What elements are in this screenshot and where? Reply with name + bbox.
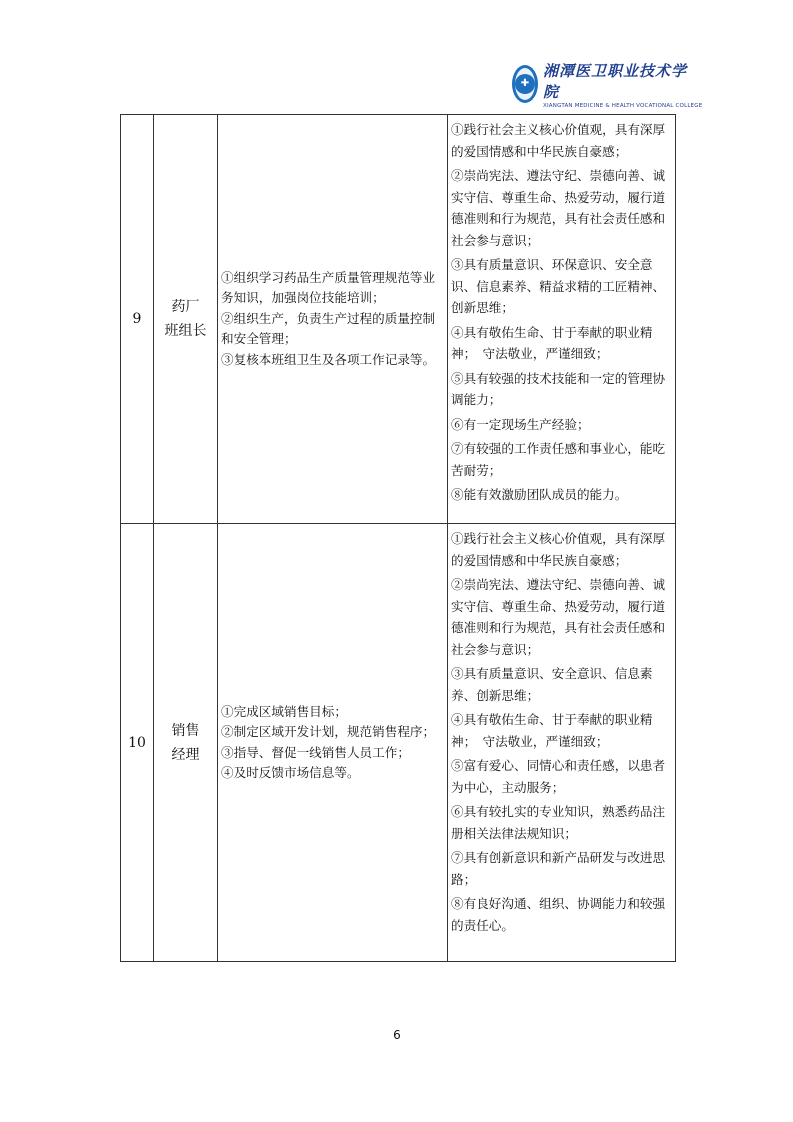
- job-title: [154, 115, 218, 524]
- quality-item: ④具有敬佑生命、甘于奉献的职业精神； 守法敬业，严谨细致；: [451, 712, 653, 749]
- quality-item: ⑧能有效激励团队成员的能力。: [451, 487, 628, 502]
- job-duties: [218, 115, 448, 524]
- quality-item: ⑥具有较扎实的专业知识，熟悉药品注册相关法律法规知识；: [451, 804, 666, 841]
- quality-item: ③具有质量意识、环保意识、安全意识、信息素养、精益求精的工匠精神、创新思维；: [451, 257, 666, 315]
- quality-item: ③具有质量意识、安全意识、信息素养、创新思维；: [451, 666, 653, 703]
- job-title-line: 药厂: [171, 299, 200, 315]
- quality-item: ⑧有良好沟通、组织、协调能力和较强的责任心。: [451, 896, 666, 933]
- quality-item: ⑦具有创新意识和新产品研发与改进思路；: [451, 850, 666, 887]
- job-table: [120, 114, 676, 962]
- duty-item: ②制定区域开发计划，规范销售程序；: [221, 724, 436, 739]
- job-qualities: [448, 115, 676, 524]
- quality-item: ⑦有较强的工作责任感和事业心，能吃苦耐劳；: [451, 441, 666, 478]
- table-row: [121, 115, 676, 524]
- quality-item: ①践行社会主义核心价值观，具有深厚的爱国情感和中华民族自豪感；: [451, 531, 666, 568]
- duty-item: ①组织学习药品生产质量管理规范等业务知识，加强岗位技能培训；: [221, 269, 436, 306]
- job-title-line: 经理: [171, 746, 200, 763]
- logo-text: [543, 60, 702, 109]
- quality-item: ①践行社会主义核心价值观，具有深厚的爱国情感和中华民族自豪感；: [451, 122, 666, 159]
- logo-name-en: XIANGTAN MEDICINE & HEALTH VOCATIONAL COLLEGE: [543, 102, 703, 109]
- page-number: 6: [393, 1028, 401, 1042]
- job-qualities: [448, 524, 676, 962]
- duty-item: ①完成区域销售目标；: [221, 703, 347, 719]
- duty-item: ②组织生产，负责生产过程的质量控制和安全管理；: [221, 310, 436, 347]
- duty-item: ③指导、督促一线销售人员工作；: [221, 744, 410, 760]
- duty-item: ④及时反馈市场信息等。: [221, 765, 360, 780]
- quality-item: ⑤富有爱心、同情心和责任感，以患者为中心，主动服务；: [451, 758, 666, 795]
- college-seal-icon: ✚: [512, 65, 538, 103]
- logo-name-cn: 湘潭医卫职业技术学院: [543, 61, 688, 101]
- job-title-line: 销售: [171, 722, 200, 739]
- job-duties: [218, 524, 448, 962]
- quality-item: ②崇尚宪法、遵法守纪、崇德向善、诚实守信、尊重生命、热爱劳动，履行道德准则和行为规范，具有社会责任感和社会参与意识；: [451, 577, 666, 657]
- row-number: 10: [121, 524, 154, 962]
- college-logo: [512, 61, 703, 109]
- table-row: [121, 524, 676, 962]
- quality-item: ⑥有一定现场生产经验；: [451, 416, 590, 432]
- row-number: 9: [121, 115, 154, 524]
- quality-item: ②崇尚宪法、遵法守纪、崇德向善、诚实守信、尊重生命、热爱劳动，履行道德准则和行为规范，具有社会责任感和社会参与意识；: [451, 168, 666, 248]
- job-title-line: 班组长: [164, 323, 207, 339]
- quality-item: ④具有敬佑生命、甘于奉献的职业精神； 守法敬业，严谨细致；: [451, 324, 653, 361]
- duty-item: ③复核本班组卫生及各项工作记录等。: [221, 351, 436, 367]
- quality-item: ⑤具有较强的技术技能和一定的管理协调能力；: [451, 370, 666, 407]
- job-title: [154, 524, 218, 962]
